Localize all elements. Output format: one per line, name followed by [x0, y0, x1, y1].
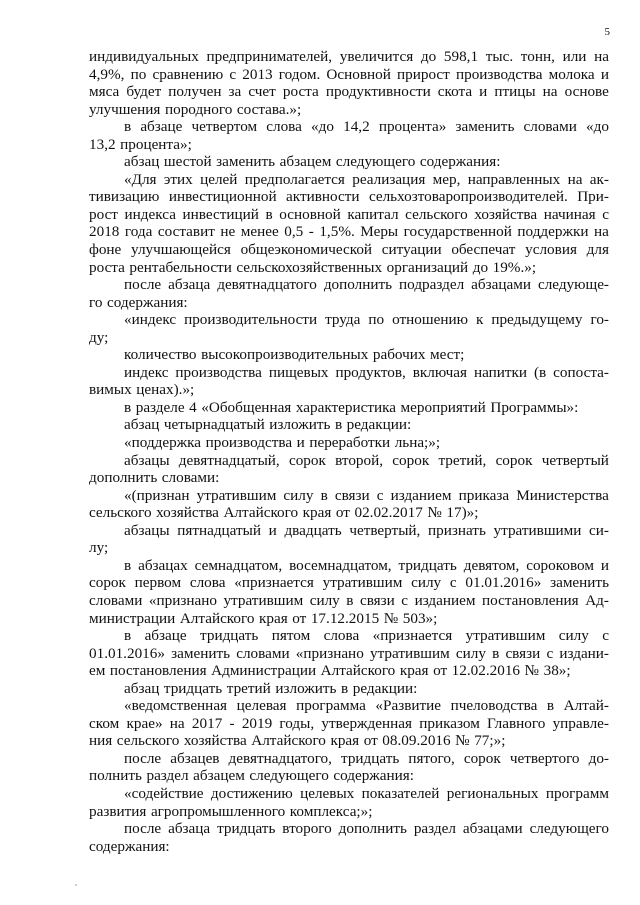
text-line: после абзаца девятнадцатого дополнить подраздел абзацами следующе-	[124, 276, 609, 294]
text-line: «поддержка производства и переработки льна;»;	[124, 434, 441, 452]
text-line: в разделе 4 «Обобщенная характеристика мероприятий Программы»:	[124, 398, 579, 416]
text-line: 2018 года составит не менее 0,5 - 1,5%. Меры государственной поддержки на	[89, 223, 609, 241]
text-line: абзацы пятнадцатый и двадцать четвертый, признать утратившими си-	[124, 521, 609, 539]
text-line: развития агропромышленного комплекса;»;	[89, 802, 373, 820]
text-line: ния сельского хозяйства Алтайского края от 08.09.2016 № 77;»;	[89, 732, 506, 750]
text-line: сорок первом слова «признается утратившим силу с 01.01.2016» заменить	[89, 574, 609, 592]
text-line: го содержания:	[89, 293, 188, 311]
text-line: в абзаце тридцать пятом слова «признается утратившим силу с	[124, 627, 609, 645]
text-line: в абзаце четвертом слова «до 14,2 процента» заменить словами «до	[124, 118, 609, 136]
text-line: после абзацев девятнадцатого, тридцать пятого, сорок четвертого до-	[124, 749, 609, 767]
text-line: мяса будет получен за счет роста продуктивности скота и птицы на основе	[89, 83, 609, 101]
text-line: 01.01.2016» заменить словами «признано утратившим силу в связи с издани-	[89, 644, 609, 662]
text-line: министрации Алтайского края от 17.12.2015 № 503»;	[89, 609, 438, 627]
text-line: «ведомственная целевая программа «Развитие пчеловодства в Алтай-	[124, 697, 609, 715]
body-text	[89, 48, 609, 855]
text-line: улучшения породного состава.»;	[89, 100, 302, 118]
text-line: 4,9%, по сравнению с 2013 годом. Основной прирост производства молока и	[89, 65, 609, 83]
text-line: словами «признано утратившим силу в связи с изданием постановления Ад-	[89, 591, 609, 609]
text-line: «(признан утратившим силу в связи с изданием приказа Министерства	[124, 486, 609, 504]
text-line: индекс производства пищевых продуктов, включая напитки (в сопоста-	[124, 363, 609, 381]
text-line: ем постановления Администрации Алтайского края от 12.02.2016 № 38»;	[89, 662, 571, 680]
text-line: рост индекса инвестиций в основной капитал сельского хозяйства начиная с	[89, 205, 609, 223]
text-line: ском крае» на 2017 - 2019 годы, утвержденная приказом Главного управле-	[89, 714, 609, 732]
text-line: ду;	[89, 328, 109, 346]
text-line: «индекс производительности труда по отношению к предыдущему го-	[124, 311, 609, 329]
text-line: количество высокопроизводительных рабочих мест;	[124, 346, 465, 364]
text-line: вимых ценах).»;	[89, 381, 195, 399]
text-line: роста рентабельности сельскохозяйственных организаций до 19%.»;	[89, 258, 537, 276]
text-line: лу;	[89, 539, 109, 557]
text-line: абзацы девятнадцатый, сорок второй, сорок третий, сорок четвертый	[124, 451, 609, 469]
text-line: дополнить словами:	[89, 469, 220, 487]
page-number: 5	[604, 26, 610, 38]
text-line: индивидуальных предпринимателей, увеличится до 598,1 тыс. тонн, или на	[89, 48, 609, 65]
text-line: сельского хозяйства Алтайского края от 02.02.2017 № 17)»;	[89, 504, 479, 522]
text-line: тивизацию инвестиционной активности сельхозтоваропроизводителей. При-	[89, 188, 609, 206]
text-line: после абзаца тридцать второго дополнить раздел абзацами следующего	[124, 820, 609, 838]
text-line: полнить раздел абзацем следующего содержания:	[89, 767, 414, 785]
text-line: 13,2 процента»;	[89, 135, 192, 153]
text-line: абзац тридцать третий изложить в редакции:	[124, 679, 418, 697]
text-line: «Для этих целей предполагается реализация мер, направленных на ак-	[124, 170, 609, 188]
text-line: абзац шестой заменить абзацем следующего содержания:	[124, 153, 501, 171]
scan-speck	[75, 884, 77, 886]
text-line: абзац четырнадцатый изложить в редакции:	[124, 416, 412, 434]
text-line: в абзацах семнадцатом, восемнадцатом, тридцать девятом, сороковом и	[124, 556, 609, 574]
text-line: «содействие достижению целевых показателей региональных программ	[124, 784, 609, 802]
text-line: фоне улучшающейся общеэкономической ситуации обеспечат условия для	[89, 241, 609, 259]
text-line: содержания:	[89, 837, 170, 855]
